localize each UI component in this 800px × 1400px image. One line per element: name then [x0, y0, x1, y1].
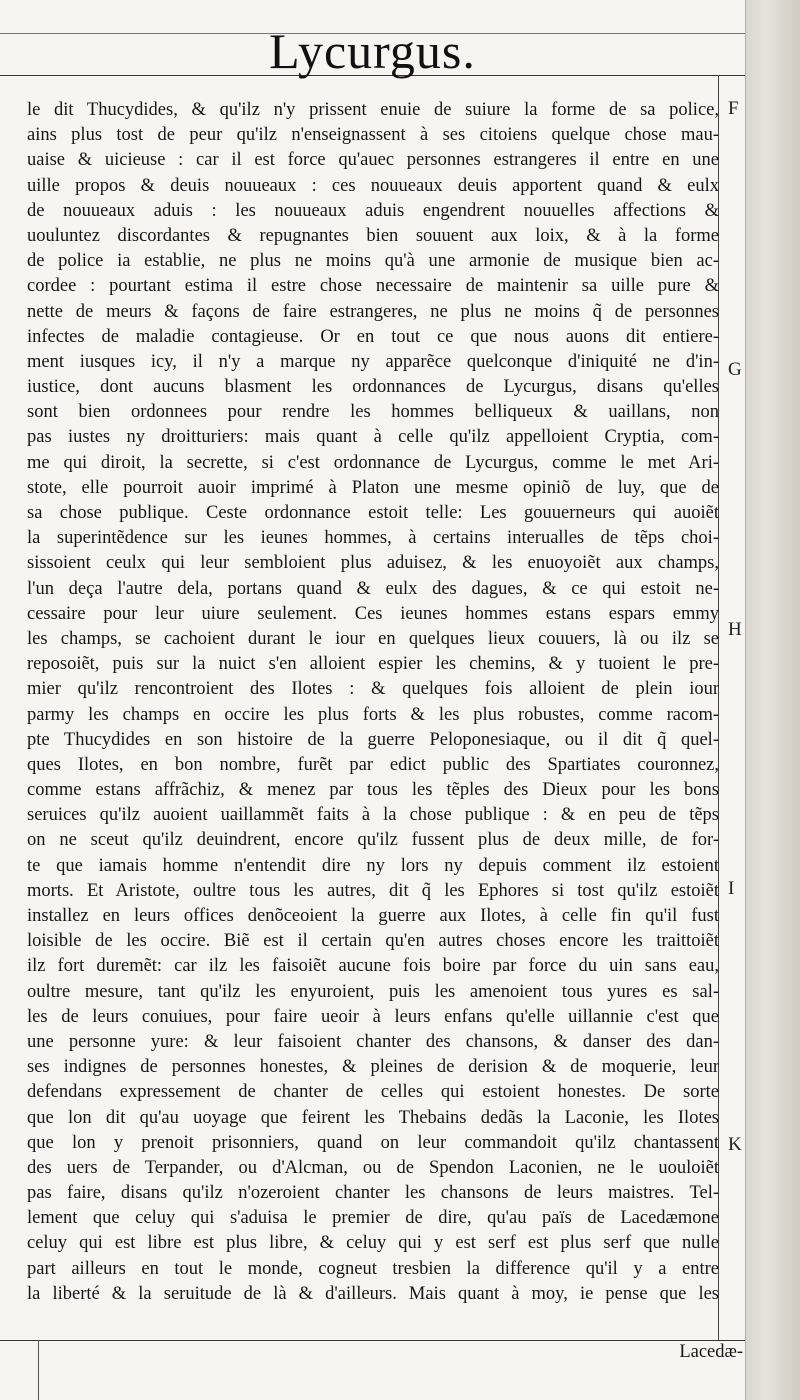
text-line: ses indignes de personnes honestes, & pleines de derision & de moquerie, leur — [27, 1057, 719, 1078]
text-line: te que iamais homme n'entendit dire ny lors ny depuis comment ilz estoient — [27, 855, 719, 876]
text-line: parmy les champs en occire les plus forts & les plus robustes, comme racom- — [27, 704, 719, 725]
text-line: iustice, dont aucuns blasment les ordonnances de Lycurgus, disans qu'elles — [27, 377, 719, 398]
text-line: sa chose publique. Ceste ordonnance estoit telle: Les gouuerneurs qui auoiẽt — [27, 503, 719, 523]
text-line: uaise & uicieuse : car il est force qu'auec personnes estrangeres il entre en une — [27, 150, 719, 171]
gutter-rule — [38, 1340, 39, 1400]
text-line: infectes de maladie contagieuse. Or en tout ce que nous auons dit entiere- — [27, 326, 719, 347]
text-line: les champs, se cachoient durant le iour en quelques lieux couuers, là ou ilz se — [27, 628, 719, 649]
text-line: me qui diroit, la secrette, si c'est ordonnance de Lycurgus, comme le met Ari- — [27, 452, 719, 473]
text-line: loisible de les occire. Biẽ est il certain qu'en autres choses encore les traittoiẽt — [27, 931, 719, 952]
text-block — [27, 98, 719, 1307]
text-line: reposoiẽt, puis sur la nuict s'en alloient espier les chemins, & y tuoient le pre- — [27, 654, 719, 675]
text-line: on ne sceut qu'ilz deuindrent, encore qu'ilz fussent plus de deux mille, de for- — [27, 830, 719, 851]
text-line: mier qu'ilz rencontroient des Ilotes : & quelques fois alloient de plein iour — [27, 679, 719, 700]
text-line: defendans expressement de chanter de celles qui estoient honestes. De sorte — [27, 1082, 719, 1103]
margin-letter-i: I — [728, 878, 735, 899]
margin-letter-k: K — [728, 1134, 742, 1155]
text-line: de nouueaux aduis : les nouueaux aduis engendrent nouuelles affections & — [27, 200, 719, 221]
text-line: la superintẽdence sur les ieunes hommes, à certains interualles de tẽps choi- — [27, 528, 719, 549]
text-line: que lon dit qu'au uoyage que feirent les Thebains dedãs la Laconie, les Ilotes — [27, 1107, 719, 1128]
text-line: stote, elle pourroit auoir imprimé à Platon une mesme opiniõ de luy, que de — [27, 477, 719, 498]
text-line: seruices qu'ilz auoient uaillammẽt faits à la chose publique : & en peu de tẽps — [27, 805, 719, 826]
text-line: uille propos & deuis nouueaux : ces nouueaux deuis apportent quand & eulx — [27, 175, 719, 196]
text-line: l'un deça l'autre dela, portans quand & eulx des dagues, & ce qui estoit ne- — [27, 578, 719, 599]
text-line: pas faire, disans qu'ilz n'ozeroient chanter les chansons de leurs maistres. Tel- — [27, 1183, 719, 1204]
text-line: des uers de Terpander, ou d'Alcman, ou de Spendon Laconien, ne le uouloiẽt — [27, 1157, 719, 1178]
text-line: cessaire pour leur uiure seulement. Ces ieunes hommes estans espars emmy — [27, 603, 719, 624]
text-line: celuy qui est libre est plus libre, & celuy qui y est serf est plus serf que nulle — [27, 1233, 719, 1254]
text-line: sont bien ordonnees pour rendre les hommes belliqueux & uaillans, non — [27, 402, 719, 423]
text-line: la liberté & la seruitude de là & d'ailleurs. Mais quant à moy, ie pense que les — [27, 1283, 719, 1304]
text-line: ilz fort duremẽt: car ilz les faisoiẽt aucune fois boire par force du uin sans eau, — [27, 956, 719, 977]
text-line: lement que celuy qui s'aduisa le premier de dire, qu'au païs de Lacedæmone — [27, 1208, 719, 1229]
text-line: oultre mesure, tant qu'ilz les enyuroient, puis les amenoient tous yures es sal- — [27, 981, 719, 1002]
text-line: sissoient ceulx qui leur sembloient plus aduisez, & les enuoyoiẽt aux champs, — [27, 553, 719, 574]
margin-letter-g: G — [728, 359, 742, 380]
text-line: ains plus tost de peur qu'ilz n'enseignassent à ses citoiens quelque chose mau- — [27, 125, 719, 146]
footer-rule — [0, 1340, 745, 1341]
margin-letter-f: F — [728, 98, 739, 119]
text-line: part ailleurs en tout le monde, cogneut tresbien la difference qu'il y a entre — [27, 1258, 719, 1279]
text-line: ques Ilotes, en bon nombre, furẽt par edict public des Spartiates couronnez, — [27, 754, 719, 775]
margin-letter-h: H — [728, 619, 742, 640]
text-line: uouluntez discordantes & repugnantes bien souuent aux loix, & à la forme — [27, 225, 719, 246]
text-line: que lon y prenoit prisonniers, quand on leur commandoit qu'ilz chantassent — [27, 1132, 719, 1153]
text-line: cordee : pourtant estima il estre chose necessaire de maintenir sa uille pure & — [27, 276, 719, 297]
text-line: morts. Et Aristote, oultre tous les autres, dit q̃ les Ephores si tost qu'ilz estoiẽt — [27, 880, 719, 901]
text-line: de police ia establie, ne plus ne moins qu'à une armonie de musique bien ac- — [27, 251, 719, 272]
text-line: une personne yure: & leur faisoient chanter des chansons, & danser des dan- — [27, 1031, 719, 1052]
catchword: Lacedæ- — [679, 1342, 743, 1362]
text-line: ment iusques icy, il n'y a marque ny apparẽce quelconque d'iniquité ne d'in- — [27, 351, 719, 372]
text-line: nette de meurs & façons de faire estrangeres, ne plus ne moins q̃ de personnes — [27, 301, 719, 322]
text-line: installez en leurs offices denõceoient la guerre aux Ilotes, à celle fin qu'il fust — [27, 906, 719, 926]
page-edge-shadow — [745, 0, 800, 1400]
text-line: pas iustes ny droitturiers: mais quant à celle qu'ilz appelloient Cryptia, com- — [27, 427, 719, 448]
text-line: les de leurs conuiues, pour faire ueoir à leurs enfans qu'elle uillannie c'est que — [27, 1006, 719, 1027]
running-head: Lycurgus. — [269, 23, 476, 79]
text-line: le dit Thucydides, & qu'ilz n'y prissent enuie de suiure la forme de sa police, — [27, 100, 719, 120]
text-line: comme estans affrãchiz, & menez par tous les tẽples des Dieux pour les bons — [27, 780, 719, 801]
text-line: pte Thucydides en son histoire de la guerre Peloponesiaque, ou il dit q̃ quel- — [27, 729, 719, 750]
